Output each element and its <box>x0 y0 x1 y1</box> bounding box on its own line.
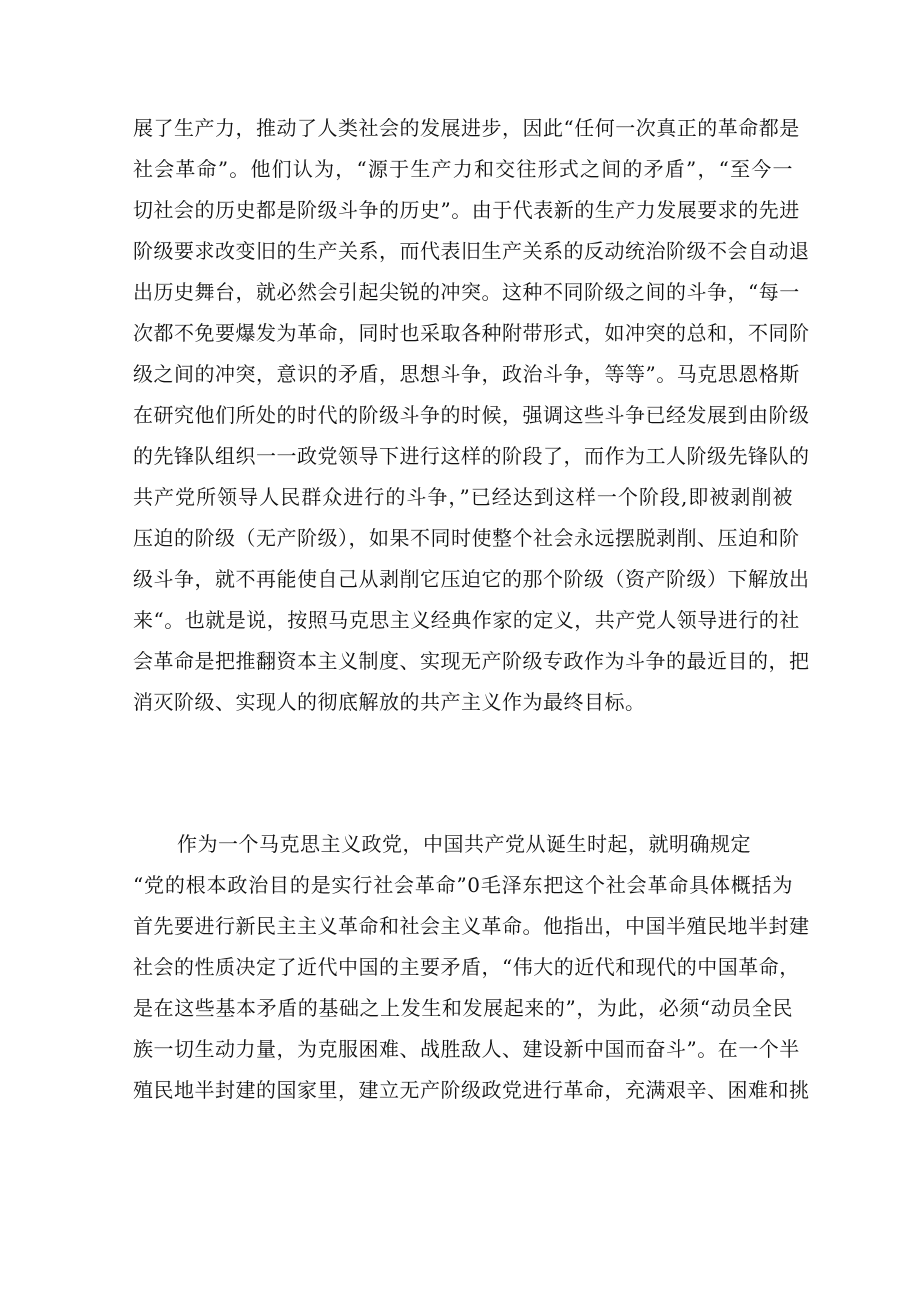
text-line: 展了生产力，推动了人类社会的发展进步，因此“任何一次真正的革命都是 <box>133 116 800 140</box>
text-line: 首先要进行新民主主义革命和社会主义革命。他指出，中国半殖民地半封建 <box>133 914 810 938</box>
text-line: 阶级要求改变旧的生产关系，而代表旧生产关系的反动统治阶级不会自动退 <box>133 239 810 263</box>
text-line: 来“。也就是说，按照马克思主义经典作家的定义，共产党人领导进行的社 <box>133 608 800 632</box>
text-line: 级斗争，就不再能使自己从剥削它压迫它的那个阶级（资产阶级）下解放出 <box>133 567 810 591</box>
paragraph-1 <box>133 108 810 723</box>
text-line: 会革命是把推翻资本主义制度、实现无产阶级专政作为斗争的最近目的，把 <box>133 649 810 673</box>
text-line: 是在这些基本矛盾的基础之上发生和发展起来的”，为此，必须“动员全民 <box>133 996 793 1020</box>
text-line: 切社会的历史都是阶级斗争的历史”。由于代表新的生产力发展要求的先进 <box>133 198 800 222</box>
text-line: 作为一个马克思主义政党，中国共产党从诞生时起，就明确规定 <box>177 832 751 856</box>
text-line: 的先锋队组织一一政党领导下进行这样的阶段了，而作为工人阶级先锋队的 <box>133 444 810 468</box>
text-line: 社会革命”。他们认为，“源于生产力和交往形式之间的矛盾”，“至今一 <box>133 157 793 181</box>
text-line: 共产党所领导人民群众进行的斗争，”已经达到这样一个阶段,即被剥削被 <box>133 485 793 509</box>
paragraph-2 <box>133 824 810 1111</box>
text-line: 级之间的冲突，意识的矛盾，思想斗争，政治斗争，等等”。马克思恩格斯 <box>133 362 800 386</box>
text-line: “党的根本政治目的是实行社会革命”0毛泽东把这个社会革命具体概括为 <box>133 873 793 897</box>
text-line: 出历史舞台，就必然会引起尖锐的冲突。这种不同阶级之间的斗争，“每一 <box>133 280 800 304</box>
text-line: 消灭阶级、实现人的彻底解放的共产主义作为最终目标。 <box>133 690 646 714</box>
text-line: 次都不免要爆发为革命，同时也采取各种附带形式，如冲突的总和，不同阶 <box>133 321 810 345</box>
text-line: 压迫的阶级（无产阶级），如果不同时使整个社会永远摆脱剥削、压迫和阶 <box>133 526 800 550</box>
text-line: 社会的性质决定了近代中国的主要矛盾，“伟大的近代和现代的中国革命， <box>133 955 800 979</box>
text-line: 在研究他们所处的时代的阶级斗争的时候，强调这些斗争已经发展到由阶级 <box>133 403 810 427</box>
text-line: 殖民地半封建的国家里，建立无产阶级政党进行革命，充满艰辛、困难和挑 <box>133 1078 810 1102</box>
text-line: 族一切生动力量，为克服困难、战胜敌人、建设新中国而奋斗”。在一个半 <box>133 1037 800 1061</box>
